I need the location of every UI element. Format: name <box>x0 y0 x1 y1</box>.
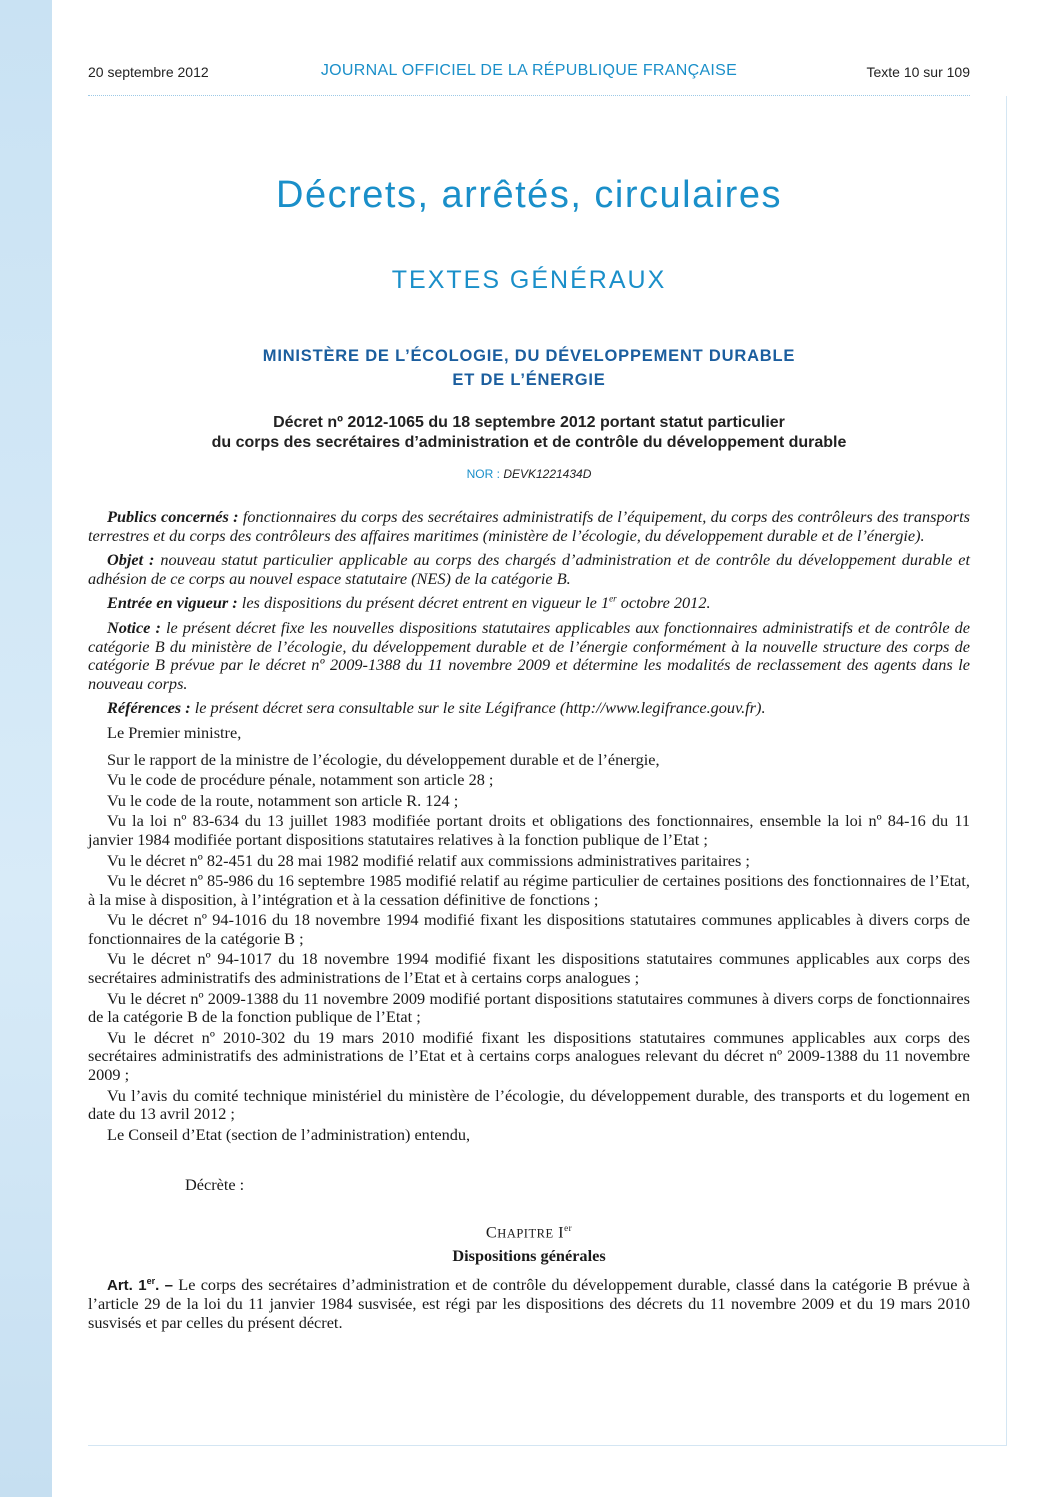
right-margin-rule <box>1006 96 1007 1446</box>
decrete: Décrète : <box>185 1175 245 1195</box>
summary-objet <box>88 551 970 588</box>
bottom-margin-rule <box>88 1445 1006 1446</box>
refs-label: Références : <box>107 698 191 718</box>
side-band <box>0 0 52 1497</box>
visa-8: Vu le décret nº 2009-1388 du 11 novembre 2009 modifié portant dispositions statutaires communes à divers corps de fonctionnaires de la catégorie B de la fonction publique de l’Etat ; <box>88 988 970 1027</box>
summary-notice <box>88 619 970 693</box>
document-body <box>88 508 970 1332</box>
chapter-rest: HAPITRE <box>497 1226 554 1241</box>
notice-text: le présent décret fixe les nouvelles dispositions statutaires applicables aux fonctionnaires administratifs et de contrôle de catégorie B du ministère de l’écologie, du développement durable et de l’énergie conformément à la nouvelle structure des corps de catégorie B prévue par le décret nº 2009-1388 du 11 novembre 2009 et détermine les modalités de reclassement des agents dans le nouveau corps. <box>88 617 970 693</box>
article-1-label-sup: er <box>146 1275 156 1286</box>
visa-1: Vu le code de procédure pénale, notamment son article 28 ; <box>107 770 494 790</box>
objet-text: nouveau statut particulier applicable au corps des chargés d’administration et de contrôle du développement durable et adhésion de ce corps au nouvel espace statutaire (NES) de la catégorie B. <box>88 550 970 588</box>
visa-9: Vu le décret nº 2010-302 du 19 mars 2010 modifié fixant les dispositions statutaires communes applicables aux corps des secrétaires administratifs des administrations de l’Etat et à certains corps analogues relevant du décret nº 2009-1388 du 11 novembre 2009 ; <box>88 1027 970 1085</box>
header-journal-title: JOURNAL OFFICIEL DE LA RÉPUBLIQUE FRANÇAISE <box>320 62 738 79</box>
chapter-number-sup: er <box>564 1223 573 1233</box>
visa-3: Vu la loi nº 83-634 du 13 juillet 1983 modifiée portant droits et obligations des fonctionnaires, ensemble la loi nº 84-16 du 11 janvier 1984 modifiée portant dispositions statutaires relatives à la fonction publique de l’Etat ; <box>88 811 970 849</box>
visa-5: Vu le décret nº 85-986 du 16 septembre 1985 modifié relatif au régime particulier de certaines positions des fonctionnaires de l’Etat, à la mise à disposition, à l’intégration et à la cessation définitive de fonctions ; <box>88 871 970 909</box>
main-title: Décrets, arrêtés, circulaires <box>276 174 782 216</box>
premier-ministre: Le Premier ministre, <box>107 722 242 742</box>
visa-4: Vu le décret nº 82-451 du 28 mai 1982 modifié relatif aux commissions administratives paritaires ; <box>107 850 750 870</box>
decree-title-line-2: du corps des secrétaires d’administration et de contrôle du développement durable <box>211 434 847 451</box>
page-header <box>88 62 970 84</box>
summary-entree <box>88 594 970 613</box>
chapter-subtitle: Dispositions générales <box>452 1246 606 1266</box>
visa-7: Vu le décret nº 94-1017 du 18 novembre 1994 modifié fixant les dispositions statutaires communes applicables aux corps des secrétaires administratifs des administrations de l’Etat et à certains corps analogues ; <box>88 949 970 988</box>
summary-references <box>88 699 970 718</box>
article-1-label <box>107 1277 173 1294</box>
refs-text: le présent décret sera consultable sur le site Légifrance (http://www.legifrance.gouv.fr). <box>194 698 766 718</box>
chapter-first-letter: C <box>485 1222 498 1242</box>
section-title: TEXTES GÉNÉRAUX <box>391 266 667 294</box>
visa-10: Vu l’avis du comité technique ministériel du ministère de l’écologie, du développement durable, des transports et du logement en date du 13 avril 2012 ; <box>88 1085 970 1124</box>
entree-label: Entrée en vigueur : <box>107 593 238 613</box>
visa-6: Vu le décret nº 94-1016 du 18 novembre 1994 modifié fixant les dispositions statutaires communes applicables à divers corps de fonctionnaires de la catégorie B ; <box>88 910 970 948</box>
header-text-number: Texte 10 sur 109 <box>866 64 970 80</box>
visa-0: Sur le rapport de la ministre de l’écologie, du développement durable et de l’énergie, <box>107 749 660 769</box>
article-1-label-text: Art. 1 <box>107 1276 147 1294</box>
header-divider <box>88 95 970 96</box>
article-1-label-dash: . – <box>155 1276 173 1294</box>
article-1 <box>88 1272 970 1333</box>
header-date: 20 septembre 2012 <box>88 64 209 80</box>
chapter-heading <box>88 1219 970 1243</box>
ministry-line-2: ET DE L’ÉNERGIE <box>452 371 606 389</box>
visa-11: Le Conseil d’Etat (section de l’administration) entendu, <box>107 1124 471 1144</box>
ministry-line-1: MINISTÈRE DE L’ÉCOLOGIE, DU DÉVELOPPEMENT DURABLE <box>262 347 796 365</box>
summary-publics <box>88 508 970 545</box>
objet-label: Objet : <box>107 550 155 570</box>
visa-2: Vu le code de la route, notamment son article R. 124 ; <box>107 790 459 810</box>
publics-text: fonctionnaires du corps des secrétaires administratifs de l’équipement, du corps des contrôleurs des transports terrestres et du corps des contrôleurs des affaires maritimes (ministère de l’écologie, du développement durable et de l’énergie). <box>88 507 970 545</box>
nor-value: DEVK1221434D <box>503 467 592 481</box>
entree-sup: er <box>609 593 617 604</box>
ministry-heading <box>88 344 970 392</box>
chapter-number: I <box>558 1222 565 1242</box>
decree-title-line-1: Décret nº 2012-1065 du 18 septembre 2012 portant statut particulier <box>273 414 785 431</box>
decree-title <box>88 413 970 453</box>
notice-label: Notice : <box>107 617 161 637</box>
nor-label: NOR : <box>466 467 500 481</box>
publics-label: Publics concernés : <box>107 507 239 526</box>
entree-text-a: les dispositions du présent décret entrent en vigueur le 1 <box>241 593 610 613</box>
nor-reference <box>88 467 970 481</box>
article-1-text: Le corps des secrétaires d’administration et de contrôle du développement durable, classé dans la catégorie B prévue à l’article 29 de la loi du 11 janvier 1984 susvisée, est régi par les dispositions des décrets du 11 novembre 2009 et du 19 mars 2010 susvisés et par celles du présent décret. <box>88 1274 971 1332</box>
entree-text-b: octobre 2012. <box>620 593 711 613</box>
